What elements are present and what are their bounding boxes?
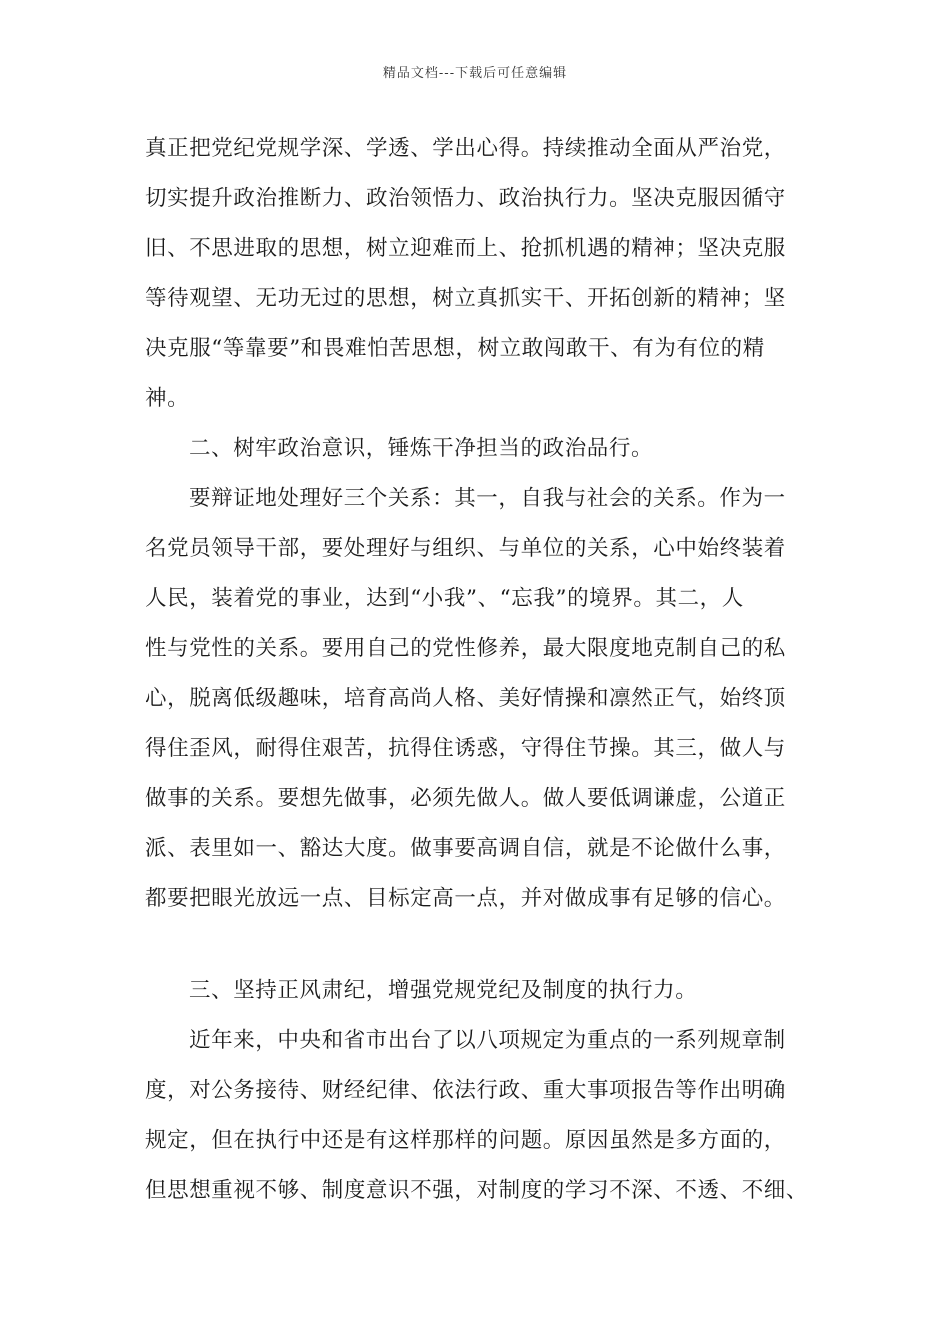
text-line: 等待观望、无功无过的思想，树立真抓实干、开拓创新的精神；坚 bbox=[145, 286, 786, 311]
paragraph-spacer bbox=[145, 924, 835, 966]
text-line: 度，对公务接待、财经纪律、依法行政、重大事项报告等作出明确 bbox=[145, 1078, 786, 1103]
text-line: 人民，装着党的事业，达到“小我”、“忘我”的境界。其二，人 bbox=[145, 586, 744, 611]
text-line: 旧、不思进取的思想，树立迎难而上、抢抓机遇的精神；坚决克服 bbox=[145, 236, 786, 261]
section-heading bbox=[145, 424, 835, 474]
text-line: 规定，但在执行中还是有这样那样的问题。原因虽然是多方面的， bbox=[145, 1128, 786, 1153]
text-line: 名党员领导干部，要处理好与组织、与单位的关系，心中始终装着 bbox=[145, 536, 786, 561]
text-line: 都要把眼光放远一点、目标定高一点，并对做成事有足够的信心。 bbox=[145, 886, 786, 911]
text-line: 派、表里如一、豁达大度。做事要高调自信，就是不论做什么事， bbox=[145, 836, 786, 861]
paragraph bbox=[145, 474, 835, 924]
document-body bbox=[145, 124, 835, 1216]
text-line: 做事的关系。要想先做事，必须先做人。做人要低调谦虚，公道正 bbox=[145, 786, 786, 811]
text-line: 切实提升政治推断力、政治领悟力、政治执行力。坚决克服因循守 bbox=[145, 186, 786, 211]
text-line: 三、坚持正风肃纪，增强党规党纪及制度的执行力。 bbox=[189, 978, 698, 1003]
text-line: 二、树牢政治意识，锤炼干净担当的政治品行。 bbox=[189, 436, 654, 461]
text-line: 心，脱离低级趣味，培育高尚人格、美好情操和凛然正气，始终顶 bbox=[145, 686, 786, 711]
text-line: 要辩证地处理好三个关系：其一，自我与社会的关系。作为一 bbox=[189, 486, 786, 511]
text-line: 性与党性的关系。要用自己的党性修养，最大限度地克制自己的私 bbox=[145, 636, 786, 661]
paragraph bbox=[145, 124, 835, 424]
text-line: 神。 bbox=[145, 386, 190, 411]
page-header: 精品文档---下载后可任意编辑 bbox=[382, 66, 568, 81]
section-heading bbox=[145, 966, 835, 1016]
paragraph bbox=[145, 1016, 835, 1216]
text-line: 真正把党纪党规学深、学透、学出心得。持续推动全面从严治党， bbox=[145, 136, 786, 161]
text-line: 近年来，中央和省市出台了以八项规定为重点的一系列规章制 bbox=[189, 1028, 786, 1053]
text-line: 决克服“等靠要”和畏难怕苦思想，树立敢闯敢干、有为有位的精 bbox=[145, 336, 765, 361]
text-line: 得住歪风，耐得住艰苦，抗得住诱惑，守得住节操。其三，做人与 bbox=[145, 736, 786, 761]
text-line: 但思想重视不够、制度意识不强，对制度的学习不深、不透、不细、 bbox=[145, 1178, 809, 1203]
